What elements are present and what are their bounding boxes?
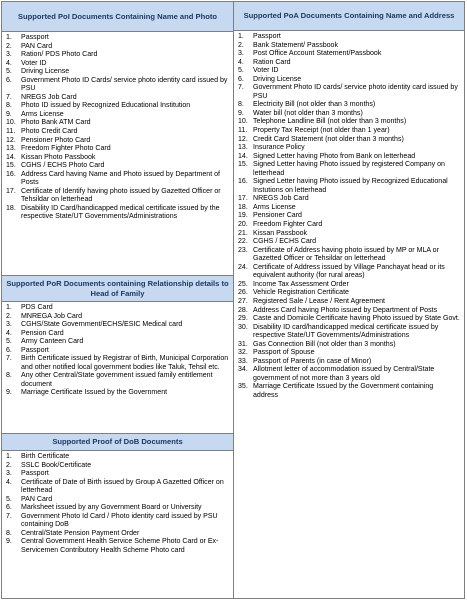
item-number: 9.: [6, 389, 12, 397]
list-item: [6, 111, 229, 120]
list-item: [6, 355, 229, 372]
list-item: [6, 77, 229, 94]
list-item: [238, 84, 460, 101]
list-item: [238, 59, 460, 68]
item-text: Certificate of Address having photo issued by MP or MLA or Gazetted Officer or Tehsildar on letterhead: [253, 246, 439, 263]
item-number: 33.: [238, 357, 248, 365]
list-item: [238, 33, 460, 42]
item-text: Certificate of Identify having photo issued by Gazetted Officer or Tehsildar on letterhead: [21, 187, 221, 204]
list-item: [238, 204, 460, 213]
list-item: [238, 221, 460, 230]
item-text: Government Photo ID cards/ service photo identity card issued by PSU: [253, 84, 458, 100]
item-number: 5.: [238, 67, 244, 75]
poa-header: Supported PoA Documents Containing Name and Address: [234, 2, 464, 31]
list-item: [6, 119, 229, 128]
item-number: 23.: [238, 246, 248, 254]
list-item: [238, 42, 460, 51]
item-text: Passport of Spouse: [253, 349, 315, 357]
list-item: [238, 50, 460, 59]
list-item: [6, 470, 229, 479]
left-column: [2, 2, 234, 598]
list-item: [6, 338, 229, 347]
item-number: 14.: [6, 153, 16, 161]
item-number: 3.: [238, 50, 244, 58]
item-number: 8.: [6, 529, 12, 537]
item-text: Property Tax Receipt (not older than 1 year): [253, 127, 390, 135]
list-item: [238, 289, 460, 298]
item-text: Certificate of Address issued by Village Panchayat head or its equivalent authority (for rural areas): [253, 263, 445, 280]
list-item: [238, 127, 460, 136]
item-number: 2.: [6, 461, 12, 469]
item-text: Signed Letter having Photo issued by Recognized Educational Instutions on letterhead: [253, 178, 448, 194]
list-item: [238, 67, 460, 76]
item-number: 16.: [6, 170, 16, 178]
item-text: Bank Statement/ Passbook: [253, 41, 339, 49]
list-item: [6, 513, 229, 530]
item-text: MNREGA Job Card: [21, 312, 83, 320]
list-item: [238, 178, 460, 195]
item-number: 1.: [6, 453, 12, 460]
item-number: 12.: [6, 136, 16, 144]
list-item: [6, 188, 229, 205]
list-item: [6, 462, 229, 471]
item-number: 7.: [6, 355, 12, 363]
item-number: 5.: [6, 338, 12, 346]
item-text: Passport: [253, 33, 281, 40]
item-text: Kissan Photo Passbook: [21, 153, 96, 161]
list-item: [6, 304, 229, 313]
list-item: [6, 538, 229, 555]
item-text: Gas Connection Bill (not older than 3 months): [253, 340, 396, 348]
list-item: [6, 347, 229, 356]
item-number: 13.: [6, 145, 16, 153]
item-text: Freedom Fighter Card: [253, 221, 323, 229]
item-text: CGHS / ECHS Photo Card: [21, 162, 105, 170]
item-text: Credit Card Statement (not older than 3 months): [253, 135, 404, 143]
item-text: Allotment letter of accommodation issued by Central/State government of not more than 3 years old: [253, 366, 435, 382]
item-text: NREGS Job Card: [21, 93, 77, 101]
item-text: Voter ID: [21, 59, 47, 67]
item-number: 4.: [6, 59, 12, 67]
item-text: Passport: [21, 34, 49, 41]
item-number: 1.: [6, 304, 12, 311]
item-number: 8.: [238, 101, 244, 109]
item-number: 9.: [6, 538, 12, 546]
dob-section: [2, 433, 233, 598]
poi-section: [2, 2, 233, 275]
list-item: [6, 171, 229, 188]
list-item: [238, 118, 460, 127]
item-text: Disability ID Card/handicapped medical certificate issued by the respective State/UT Governments/Administrations: [21, 204, 220, 221]
item-text: Marksheet issued by any Government Board or University: [21, 504, 202, 512]
item-number: 35.: [238, 383, 248, 391]
item-number: 21.: [238, 229, 248, 237]
item-text: Certificate of Date of Birth issued by Group A Gazetted Officer on letterhead: [21, 478, 224, 495]
list-item: [238, 315, 460, 324]
list-item: [238, 230, 460, 239]
item-number: 9.: [238, 109, 244, 117]
item-text: Photo Credit Card: [21, 128, 78, 136]
item-text: Arms License: [253, 203, 296, 211]
item-text: Central/State Pension Payment Order: [21, 529, 140, 537]
item-text: Post Office Account Statement/Passbook: [253, 50, 382, 58]
item-text: Birth Certificate: [21, 453, 70, 460]
list-item: [6, 321, 229, 330]
item-text: PAN Card: [21, 42, 53, 50]
item-text: Marriage Certificate Issued by the Government: [21, 389, 168, 397]
item-number: 18.: [6, 204, 16, 212]
item-number: 10.: [6, 119, 16, 127]
item-number: 34.: [238, 366, 248, 374]
list-item: [6, 389, 229, 398]
item-number: 5.: [6, 68, 12, 76]
list-item: [6, 51, 229, 60]
list-item: [238, 324, 460, 341]
item-number: 17.: [6, 187, 16, 195]
item-text: Address Card having Name and Photo issued by Department of Posts: [21, 170, 220, 187]
item-text: Signed Letter having Photo from Bank on letterhead: [253, 152, 416, 160]
item-number: 30.: [238, 323, 248, 331]
por-list: [2, 302, 233, 398]
item-number: 4.: [6, 329, 12, 337]
item-text: Freedom Fighter Photo Card: [21, 145, 111, 153]
item-number: 2.: [6, 312, 12, 320]
list-item: [6, 68, 229, 77]
por-header: Supported PoR Documents containing Relationship details to Head of Family: [2, 276, 233, 302]
item-number: 9.: [6, 110, 12, 118]
item-text: Pensioner Photo Card: [21, 136, 91, 144]
item-number: 20.: [238, 221, 248, 229]
item-number: 7.: [238, 84, 244, 92]
item-number: 25.: [238, 280, 248, 288]
list-item: [238, 238, 460, 247]
list-item: [238, 144, 460, 153]
list-item: [238, 264, 460, 281]
list-item: [6, 128, 229, 137]
item-number: 32.: [238, 349, 248, 357]
item-number: 2.: [6, 42, 12, 50]
list-item: [238, 349, 460, 358]
list-item: [6, 330, 229, 339]
list-item: [238, 212, 460, 221]
item-number: 6.: [6, 76, 12, 84]
item-text: Passport: [21, 346, 49, 354]
right-column: [234, 2, 464, 598]
list-item: [6, 34, 229, 43]
item-text: PAN Card: [21, 495, 53, 503]
item-text: SSLC Book/Certificate: [21, 461, 92, 469]
poi-header: Supported PoI Documents Containing Name and Photo: [2, 2, 233, 32]
list-item: [238, 341, 460, 350]
item-number: 4.: [238, 58, 244, 66]
item-text: Ration Card: [253, 58, 291, 66]
item-number: 15.: [238, 161, 248, 169]
list-item: [238, 110, 460, 119]
list-item: [6, 60, 229, 69]
por-section: [2, 275, 233, 433]
item-text: Any other Central/State government issued family entitlement document: [21, 372, 213, 388]
item-number: 31.: [238, 340, 248, 348]
item-text: Kissan Passbook: [253, 229, 308, 237]
list-item: [238, 358, 460, 367]
list-item: [238, 136, 460, 145]
list-item: [6, 530, 229, 539]
item-text: Registered Sale / Lease / Rent Agreement: [253, 297, 386, 305]
list-item: [6, 453, 229, 462]
item-number: 17.: [238, 195, 248, 203]
item-text: Photo Bank ATM Card: [21, 119, 91, 127]
poa-list: [234, 31, 464, 401]
list-item: [238, 298, 460, 307]
list-item: [238, 366, 460, 383]
list-item: [238, 195, 460, 204]
item-number: 12.: [238, 135, 248, 143]
item-text: Central Government Health Service Scheme Photo Card or Ex-Servicemen Contributory Health Scheme Photo card: [21, 538, 219, 555]
item-text: Caste and Domicile Certificate having Photo issued by State Govt.: [253, 315, 460, 323]
item-number: 7.: [6, 93, 12, 101]
item-text: Signed Letter having Photo issued by registered Company on letterhead: [253, 161, 445, 177]
item-number: 3.: [6, 470, 12, 478]
item-text: NREGS Job Card: [253, 195, 309, 203]
item-number: 3.: [6, 321, 12, 329]
list-item: [6, 162, 229, 171]
item-number: 1.: [238, 33, 244, 40]
item-text: Photo ID issued by Recognized Educational Institution: [21, 102, 191, 110]
item-text: Marriage Certificate Issued by the Government containing address: [253, 383, 434, 399]
documents-table: [1, 1, 465, 599]
list-item: [238, 247, 460, 264]
list-item: [6, 43, 229, 52]
item-text: CGHS / ECHS Card: [253, 238, 317, 246]
item-text: Income Tax Assessment Order: [253, 280, 349, 288]
list-item: [6, 94, 229, 103]
poa-section: [234, 2, 464, 598]
list-item: [6, 479, 229, 496]
item-number: 26.: [238, 289, 248, 297]
item-number: 11.: [6, 128, 16, 136]
item-text: Government Photo Id Card / Photo identity card issued by PSU containing DoB: [21, 512, 218, 529]
list-item: [6, 102, 229, 111]
list-item: [6, 154, 229, 163]
item-text: Disability ID card/handicapped medical certificate issued by respective State/UT Governments/Administrations: [253, 323, 439, 340]
item-text: Arms License: [21, 110, 64, 118]
item-number: 19.: [238, 212, 248, 220]
dob-header: Supported Proof of DoB Documents: [2, 434, 233, 451]
item-number: 11.: [238, 127, 248, 135]
item-text: Telephone Landline Bill (not older than 3 months): [253, 118, 407, 126]
item-number: 22.: [238, 238, 248, 246]
list-item: [6, 496, 229, 505]
item-number: 6.: [6, 346, 12, 354]
item-number: 1.: [6, 34, 12, 41]
list-item: [238, 101, 460, 110]
list-item: [6, 145, 229, 154]
list-item: [6, 504, 229, 513]
list-item: [238, 76, 460, 85]
item-text: Army Canteen Card: [21, 338, 84, 346]
item-number: 6.: [238, 75, 244, 83]
item-text: Pensioner Card: [253, 212, 302, 220]
item-text: Passport of Parents (in case of Minor): [253, 357, 372, 365]
item-number: 3.: [6, 51, 12, 59]
item-text: Electricity Bill (not older than 3 months): [253, 101, 376, 109]
item-text: Pension Card: [21, 329, 64, 337]
item-text: Voter ID: [253, 67, 279, 75]
list-item: [6, 205, 229, 222]
poi-list: [2, 32, 233, 222]
item-text: Vehicle Registration Certificate: [253, 289, 349, 297]
list-item: [6, 137, 229, 146]
item-number: 4.: [6, 478, 12, 486]
list-item: [238, 153, 460, 162]
item-text: Address Card having Photo issued by Department of Posts: [253, 306, 438, 314]
item-number: 18.: [238, 203, 248, 211]
item-number: 5.: [6, 495, 12, 503]
item-number: 15.: [6, 162, 16, 170]
item-number: 7.: [6, 512, 12, 520]
item-number: 13.: [238, 144, 248, 152]
item-text: Driving License: [253, 75, 302, 83]
item-number: 29.: [238, 315, 248, 323]
item-number: 24.: [238, 263, 248, 271]
item-text: CGHS/State Government/ECHS/ESIC Medical card: [21, 321, 183, 329]
item-text: Passport: [21, 470, 49, 478]
item-number: 6.: [6, 504, 12, 512]
item-number: 10.: [238, 118, 248, 126]
item-number: 8.: [6, 372, 12, 380]
item-text: Government Photo ID Cards/ service photo identity card issued by PSU: [21, 76, 228, 93]
item-text: Driving License: [21, 68, 70, 76]
item-number: 8.: [6, 102, 12, 110]
dob-list: [2, 451, 233, 556]
item-text: PDS Card: [21, 304, 53, 311]
item-text: Ration/ PDS Photo Card: [21, 51, 98, 59]
item-number: 27.: [238, 297, 248, 305]
list-item: [238, 383, 460, 400]
item-text: Insurance Policy: [253, 144, 305, 152]
item-number: 14.: [238, 152, 248, 160]
item-number: 16.: [238, 178, 248, 186]
list-item: [6, 313, 229, 322]
item-text: Birth Certificate issued by Registrar of Birth, Municipal Corporation and other notified local government bodies like Taluk, Tehsil etc.: [21, 355, 229, 371]
item-number: 28.: [238, 306, 248, 314]
list-item: [6, 372, 229, 389]
item-text: Water bill (not older than 3 months): [253, 109, 363, 117]
list-item: [238, 307, 460, 316]
item-number: 2.: [238, 41, 244, 49]
list-item: [238, 161, 460, 178]
list-item: [238, 281, 460, 290]
